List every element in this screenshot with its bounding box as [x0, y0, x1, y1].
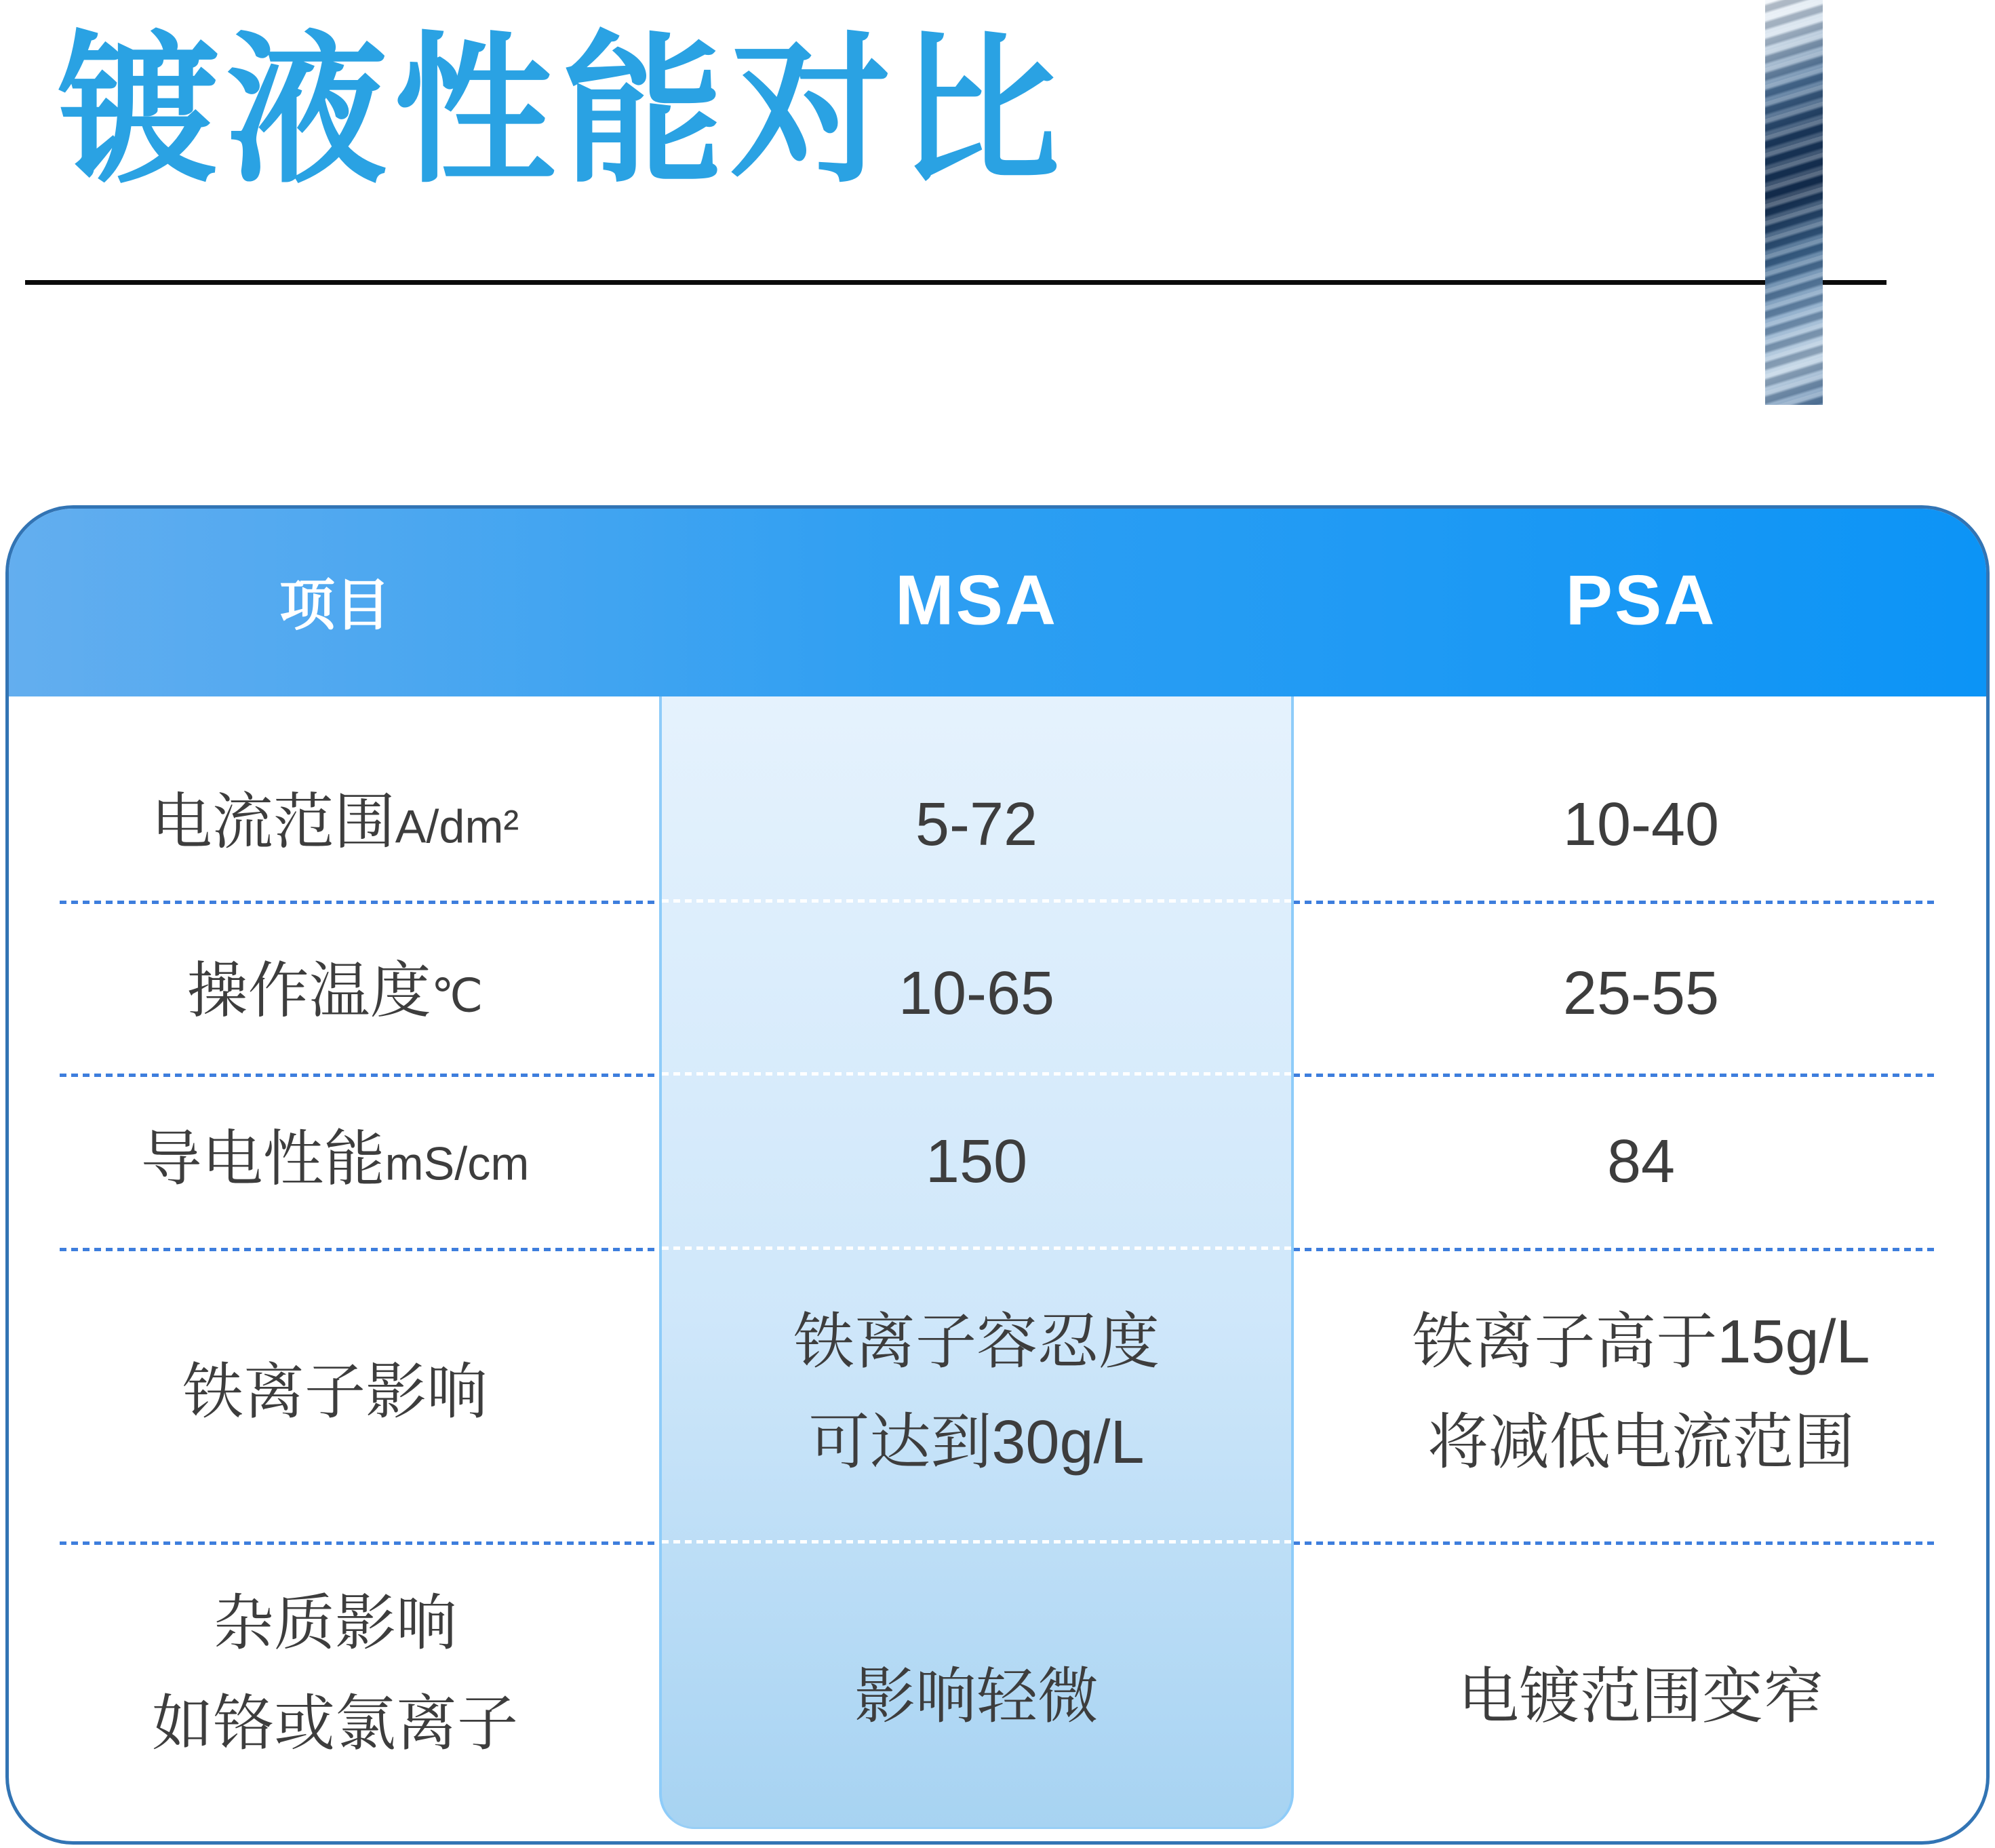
row5-label-line1: 杂质影响: [213, 1590, 457, 1657]
row2-psa-value: 25-55: [1562, 960, 1720, 1027]
decorative-photo: [1765, 0, 1823, 405]
header-cell-item: 项目: [279, 574, 391, 637]
row5-psa-value: 电镀范围变窄: [1458, 1663, 1824, 1731]
row2-label: [187, 941, 483, 1046]
row1-label-unit: A/dm²: [395, 801, 519, 853]
row3-label: [141, 1109, 530, 1215]
header-cell-msa: MSA: [894, 561, 1059, 640]
row3-label-unit: mS/cm: [384, 1138, 530, 1190]
row2-label-unit: ℃: [431, 970, 483, 1022]
row5-label: [152, 1573, 518, 1774]
row4-msa-line1: 铁离子容忍度: [793, 1308, 1160, 1376]
row4-psa-line2: 将减低电流范围: [1427, 1409, 1855, 1476]
highlight-row-separator-4: [662, 1540, 1291, 1544]
row3-psa-value: 84: [1606, 1128, 1676, 1196]
row4-msa-line2: 可达到30g/L: [808, 1409, 1145, 1476]
row5-label-line2: 如铬或氯离子: [152, 1690, 518, 1758]
row1-psa-value: 10-40: [1562, 791, 1720, 859]
row4-label: 铁离子影响: [182, 1358, 488, 1426]
title-underline: [25, 280, 1887, 285]
row1-label: [151, 772, 519, 878]
row1-label-zh: 电流范围: [151, 788, 395, 857]
row4-psa-value: [1412, 1292, 1870, 1493]
highlight-row-separator-1: [662, 899, 1291, 903]
row3-label-zh: 导电性能: [140, 1125, 385, 1194]
highlight-row-separator-2: [662, 1072, 1291, 1076]
row5-msa-value: 影响轻微: [854, 1663, 1099, 1731]
row4-psa-line1: 铁离子高于15g/L: [1412, 1308, 1870, 1376]
row4-msa-value: [793, 1292, 1160, 1493]
comparison-table: [5, 505, 1990, 1845]
row3-msa-value: 150: [925, 1128, 1028, 1196]
row2-label-zh: 操作温度: [186, 957, 431, 1025]
row2-msa-value: 10-65: [898, 960, 1055, 1027]
page-title: 镀液性能对比: [58, 22, 1067, 201]
header-cell-psa: PSA: [1565, 561, 1717, 640]
highlight-row-separator-3: [662, 1246, 1291, 1250]
row1-msa-value: 5-72: [915, 791, 1038, 859]
